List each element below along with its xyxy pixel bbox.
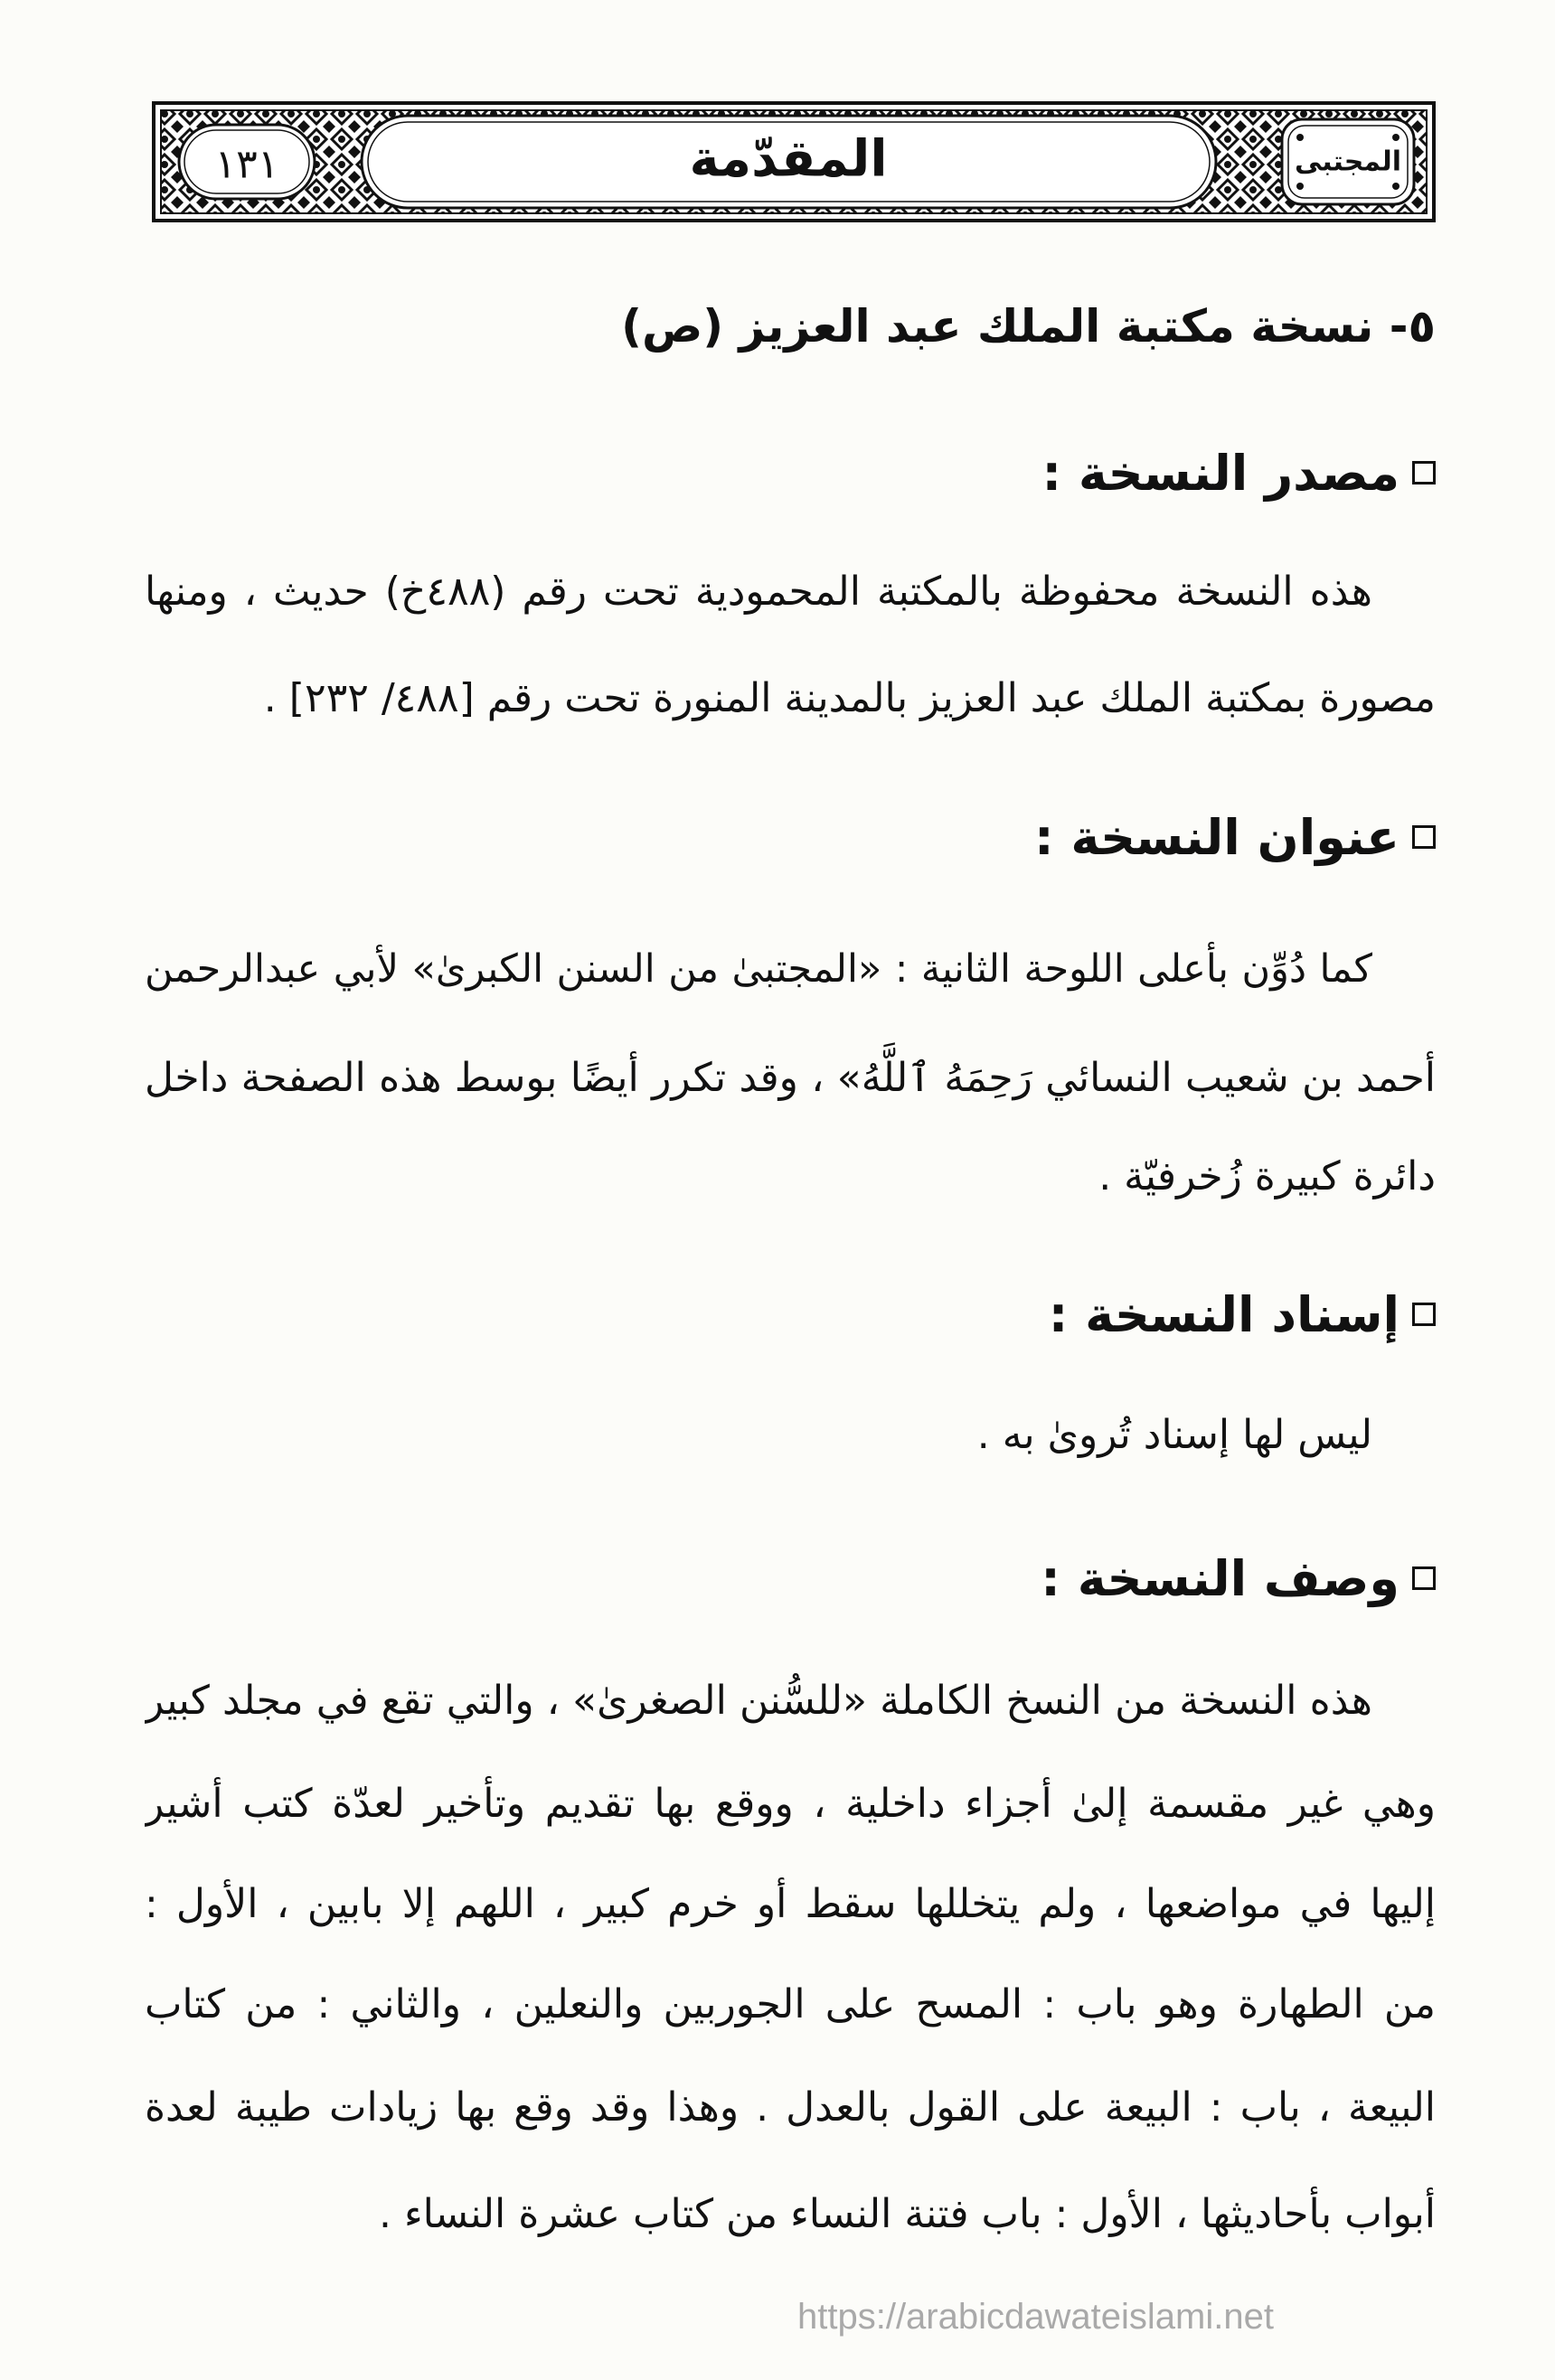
- paragraph-line: أبواب بأحاديثها ، الأول : باب فتنة النساء من كتاب عشرة النساء .: [378, 2191, 1436, 2237]
- title-oval: [362, 116, 1216, 208]
- square-outline-icon: [1412, 1303, 1436, 1326]
- paragraph-line: وهي غير مقسمة إلىٰ أجزاء داخلية ، ووقع بها تقديم وتأخير لعدّة كتب أشير: [145, 1781, 1436, 1827]
- subheading-isnad: [145, 1270, 1436, 1360]
- header-ornament-frame: [152, 101, 1436, 222]
- page-number-oval: [179, 125, 315, 199]
- paragraph-line: ليس لها إسناد تُروىٰ به .: [976, 1412, 1372, 1458]
- subheading-description-label: وصف النسخة :: [1041, 1550, 1400, 1607]
- paragraph-line: من الطهارة وهو باب : المسح على الجوربين والنعلين ، والثاني : من كتاب: [145, 1981, 1436, 2027]
- subheading-source: [145, 428, 1436, 519]
- running-header: [152, 101, 1436, 222]
- book-logo: [1282, 119, 1414, 204]
- logo-text: المجتبى: [1294, 146, 1402, 178]
- square-outline-icon: [1412, 461, 1436, 484]
- watermark-url: https://arabicdawateislami.net: [797, 2297, 1274, 2337]
- subheading-title-label: عنوان النسخة :: [1033, 809, 1400, 866]
- paragraph-line: البيعة ، باب : البيعة على القول بالعدل . وهذا وقد وقع بها زيادات طيبة لعدة: [145, 2084, 1436, 2131]
- section-heading: ٥- نسخة مكتبة الملك عبد العزيز (ص): [621, 300, 1436, 353]
- paragraph-line: هذه النسخة من النسخ الكاملة «للسُّنن الصغرىٰ» ، والتي تقع في مجلد كبير: [145, 1678, 1372, 1724]
- paragraph-line: مصورة بمكتبة الملك عبد العزيز بالمدينة المنورة تحت رقم [٤٨٨/ ٢٣٢] .: [263, 675, 1436, 721]
- subheading-description: [145, 1534, 1436, 1624]
- paragraph-line: هذه النسخة محفوظة بالمكتبة المحمودية تحت رقم (٤٨٨خ) حديث ، ومنها: [145, 569, 1372, 615]
- subheading-title: [145, 793, 1436, 883]
- square-outline-icon: [1412, 825, 1436, 849]
- paragraph-line: كما دُوِّن بأعلى اللوحة الثانية : «المجتبىٰ من السنن الكبرىٰ» لأبي عبدالرحمن: [145, 946, 1372, 992]
- header-title: المقدّمة: [689, 129, 888, 189]
- subheading-source-label: مصدر النسخة :: [1041, 445, 1400, 502]
- square-outline-icon: [1412, 1566, 1436, 1590]
- page-number: ١٣١: [214, 141, 279, 188]
- paragraph-line: إليها في مواضعها ، ولم يتخللها سقط أو خرم كبير ، اللهم إلا بابين ، الأول :: [145, 1881, 1436, 1927]
- paragraph-line: أحمد بن شعيب النسائي رَحِمَهُ ٱللَّهُ» ، وقد تكرر أيضًا بوسط هذه الصفحة داخل: [145, 1055, 1436, 1101]
- paragraph-line: دائرة كبيرة زُخرفيّة .: [1098, 1153, 1436, 1199]
- subheading-isnad-label: إسناد النسخة :: [1048, 1286, 1400, 1343]
